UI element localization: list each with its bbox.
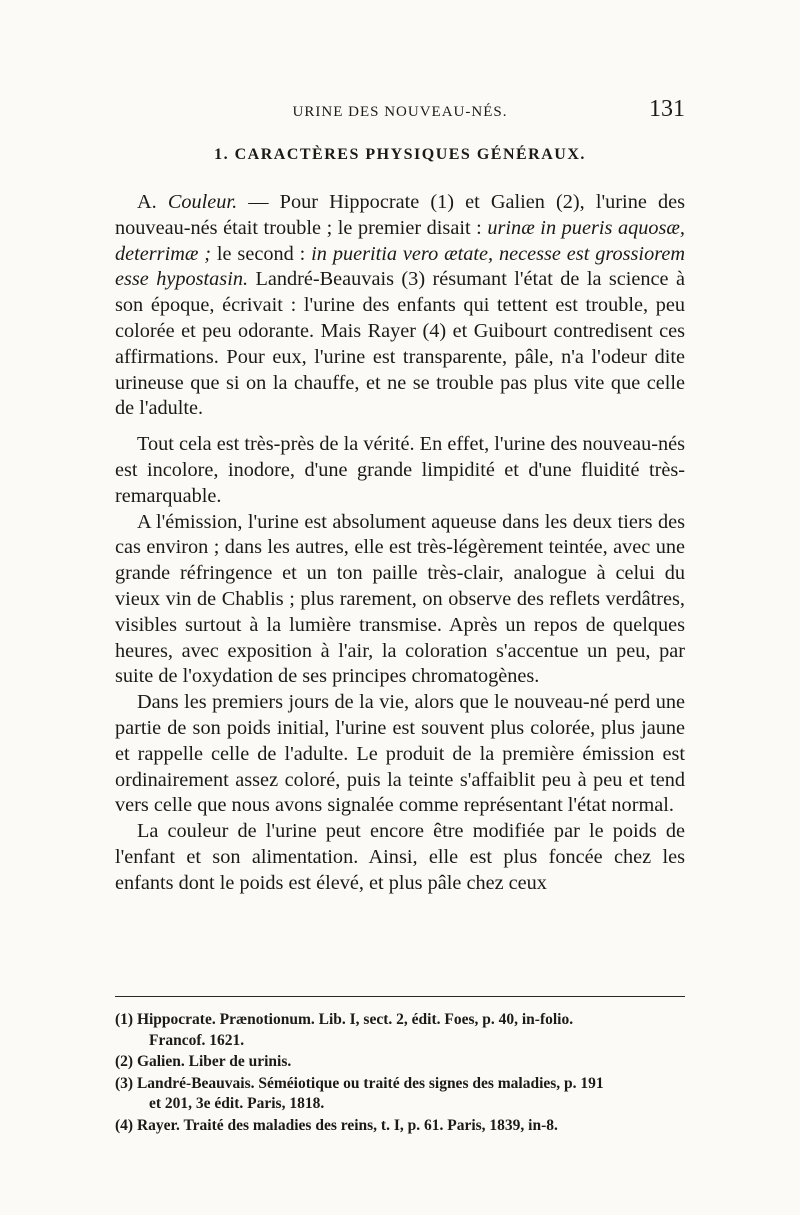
footnote-4: (4) Rayer. Traité des maladies des reins, t. I, p. 61. Paris, 1839, in-8. bbox=[115, 1116, 558, 1134]
page-number: 131 bbox=[649, 96, 685, 122]
running-head bbox=[115, 96, 685, 126]
paragraph: La couleur de l'urine peut encore être modifiée par le poids de l'enfant et son alimentation. Ainsi, elle est plus foncée chez les enfants dont le poids est élevé, et plus pâle chez ceux bbox=[115, 820, 685, 894]
footnote-2: (2) Galien. Liber de urinis. bbox=[115, 1053, 292, 1070]
section-heading: 1. CARACTÈRES PHYSIQUES GÉNÉRAUX. bbox=[214, 146, 586, 163]
running-title: URINE DES NOUVEAU-NÉS. bbox=[292, 104, 508, 120]
paragraph-couleur: A. Couleur. — Pour Hippocrate (1) et Galien (2), l'urine des nouveau-nés était trouble ; le premier disait : urinæ in pueris aquosæ, deterrimæ ; le second : in pueritia vero ætate, necesse est grossiorem esse hypostasin. Landré-Beauvais (3) résumant l'état de la science à son époque, écrivait : l'urine des enfants qui tettent est trouble, peu colorée et peu odorante. Mais Rayer (4) et Guibourt contredisent ces affirmations. Pour eux, l'urine est transparente, pâle, n'a l'odeur dite urineuse que si on la chauffe, et ne se trouble pas plus vite que celle de l'adulte. bbox=[115, 191, 685, 420]
paragraph: A l'émission, l'urine est absolument aqueuse dans les deux tiers des cas environ ; dans les autres, elle est très-légèrement teintée, avec une grande réfringence et un ton paille très-clair, analogue à celui du vieux vin de Chablis ; plus rarement, on observe des reflets verdâtres, visibles surtout à la lumière transmise. Après un repos de quelques heures, avec exposition à l'air, la coloration s'accentue un peu, par suite de l'oxydation de ses principes chromatogènes. bbox=[115, 510, 685, 688]
paragraph: Dans les premiers jours de la vie, alors que le nouveau-né perd une partie de son poids initial, l'urine est souvent plus colorée, plus jaune et rappelle celle de l'adulte. Le produit de la première émission est ordinairement assez coloré, puis la teinte s'affaiblit peu à peu et tend vers celle que nous avons signalée comme représentant l'état normal. bbox=[115, 691, 685, 817]
footnote-divider bbox=[115, 996, 685, 997]
paragraph: Tout cela est très-près de la vérité. En effet, l'urine des nouveau-nés est incolore, inodore, d'une grande limpidité et d'une fluidité très-remarquable. bbox=[115, 433, 685, 507]
body-text bbox=[115, 190, 685, 897]
footnote-1: (1) Hippocrate. Prænotionum. Lib. I, sect. 2, édit. Foes, p. 40, in-folio. Francof. 1621. bbox=[115, 1011, 574, 1049]
footnotes bbox=[115, 1010, 685, 1137]
footnote-3: (3) Landré-Beauvais. Séméiotique ou traité des signes des maladies, p. 191 et 201, 3e édit. Paris, 1818. bbox=[115, 1074, 604, 1112]
